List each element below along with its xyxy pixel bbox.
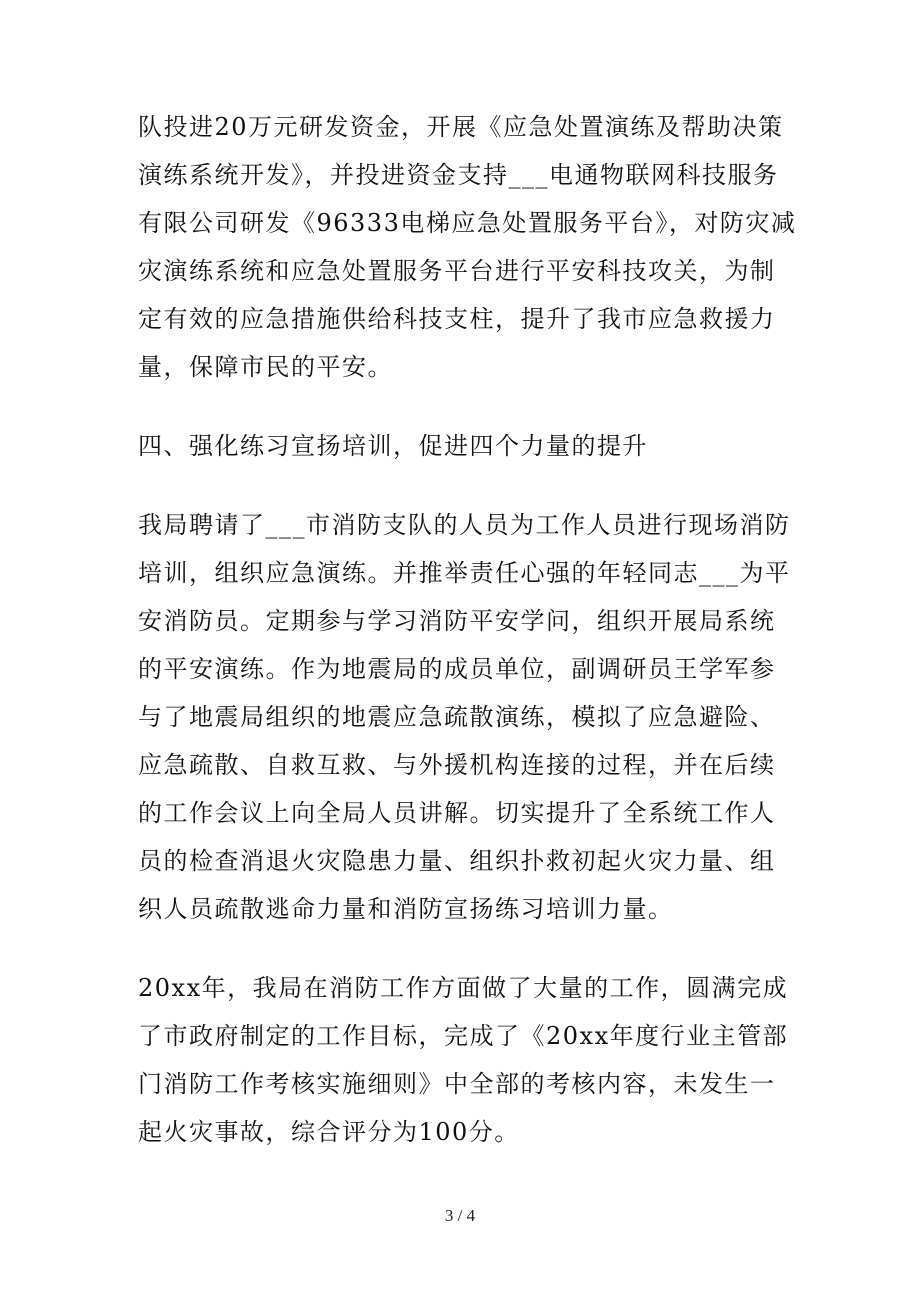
heading-line: 四、强化练习宣扬培训，促进四个力量的提升 [138, 432, 648, 460]
text-line: 应急疏散、自救互救、与外援机构连接的过程，并在后续 [138, 751, 776, 779]
page-number: 3 / 4 [444, 1206, 476, 1225]
text-line: 我局聘请了___市消防支队的人员为工作人员进行现场消防 [138, 511, 791, 539]
text-line: 的工作会议上向全局人员讲解。切实提升了全系统工作人 [138, 799, 776, 827]
text-line: 培训，组织应急演练。并推举责任心强的年轻同志___为平 [138, 559, 791, 587]
paragraph-fire-training [138, 501, 791, 933]
paragraph-spacer [138, 391, 788, 422]
section-heading-training [138, 422, 788, 470]
paragraph-spacer [138, 470, 788, 501]
text-line: 20xx年，我局在消防工作方面做了大量的工作，圆满完成 [138, 974, 789, 1002]
text-line: 了市政府制定的工作目标，完成了《20xx年度行业主管部 [138, 1022, 789, 1050]
text-line: 织人员疏散逃命力量和消防宣扬练习培训力量。 [138, 895, 674, 923]
text-line: 队投进20万元研发资金，开展《应急处置演练及帮助决策 [138, 113, 784, 141]
text-line: 安消防员。定期参与学习消防平安学问，组织开展局系统 [138, 607, 776, 635]
text-line: 有限公司研发《96333电梯应急处置服务平台》，对防灾减 [138, 209, 797, 237]
document-body [138, 103, 797, 1156]
paragraph-annual-summary [138, 964, 788, 1156]
text-line: 门消防工作考核实施细则》中全部的考核内容，未发生一 [138, 1070, 776, 1098]
text-line: 量，保障市民的平安。 [138, 353, 393, 381]
text-line: 演练系统开发》，并投进资金支持___电通物联网科技服务 [138, 161, 779, 189]
text-line: 定有效的应急措施供给科技支柱，提升了我市应急救援力 [138, 305, 776, 333]
text-line: 与了地震局组织的地震应急疏散演练，模拟了应急避险、 [138, 703, 776, 731]
text-line: 起火灾事故，综合评分为100分。 [138, 1118, 520, 1146]
text-line: 灾演练系统和应急处置服务平台进行平安科技攻关，为制 [138, 257, 776, 285]
paragraph-research-funding [138, 103, 797, 391]
paragraph-spacer [138, 933, 788, 964]
text-line: 的平安演练。作为地震局的成员单位，副调研员王学军参 [138, 655, 776, 683]
text-line: 员的检查消退火灾隐患力量、组织扑救初起火灾力量、组 [138, 847, 776, 875]
